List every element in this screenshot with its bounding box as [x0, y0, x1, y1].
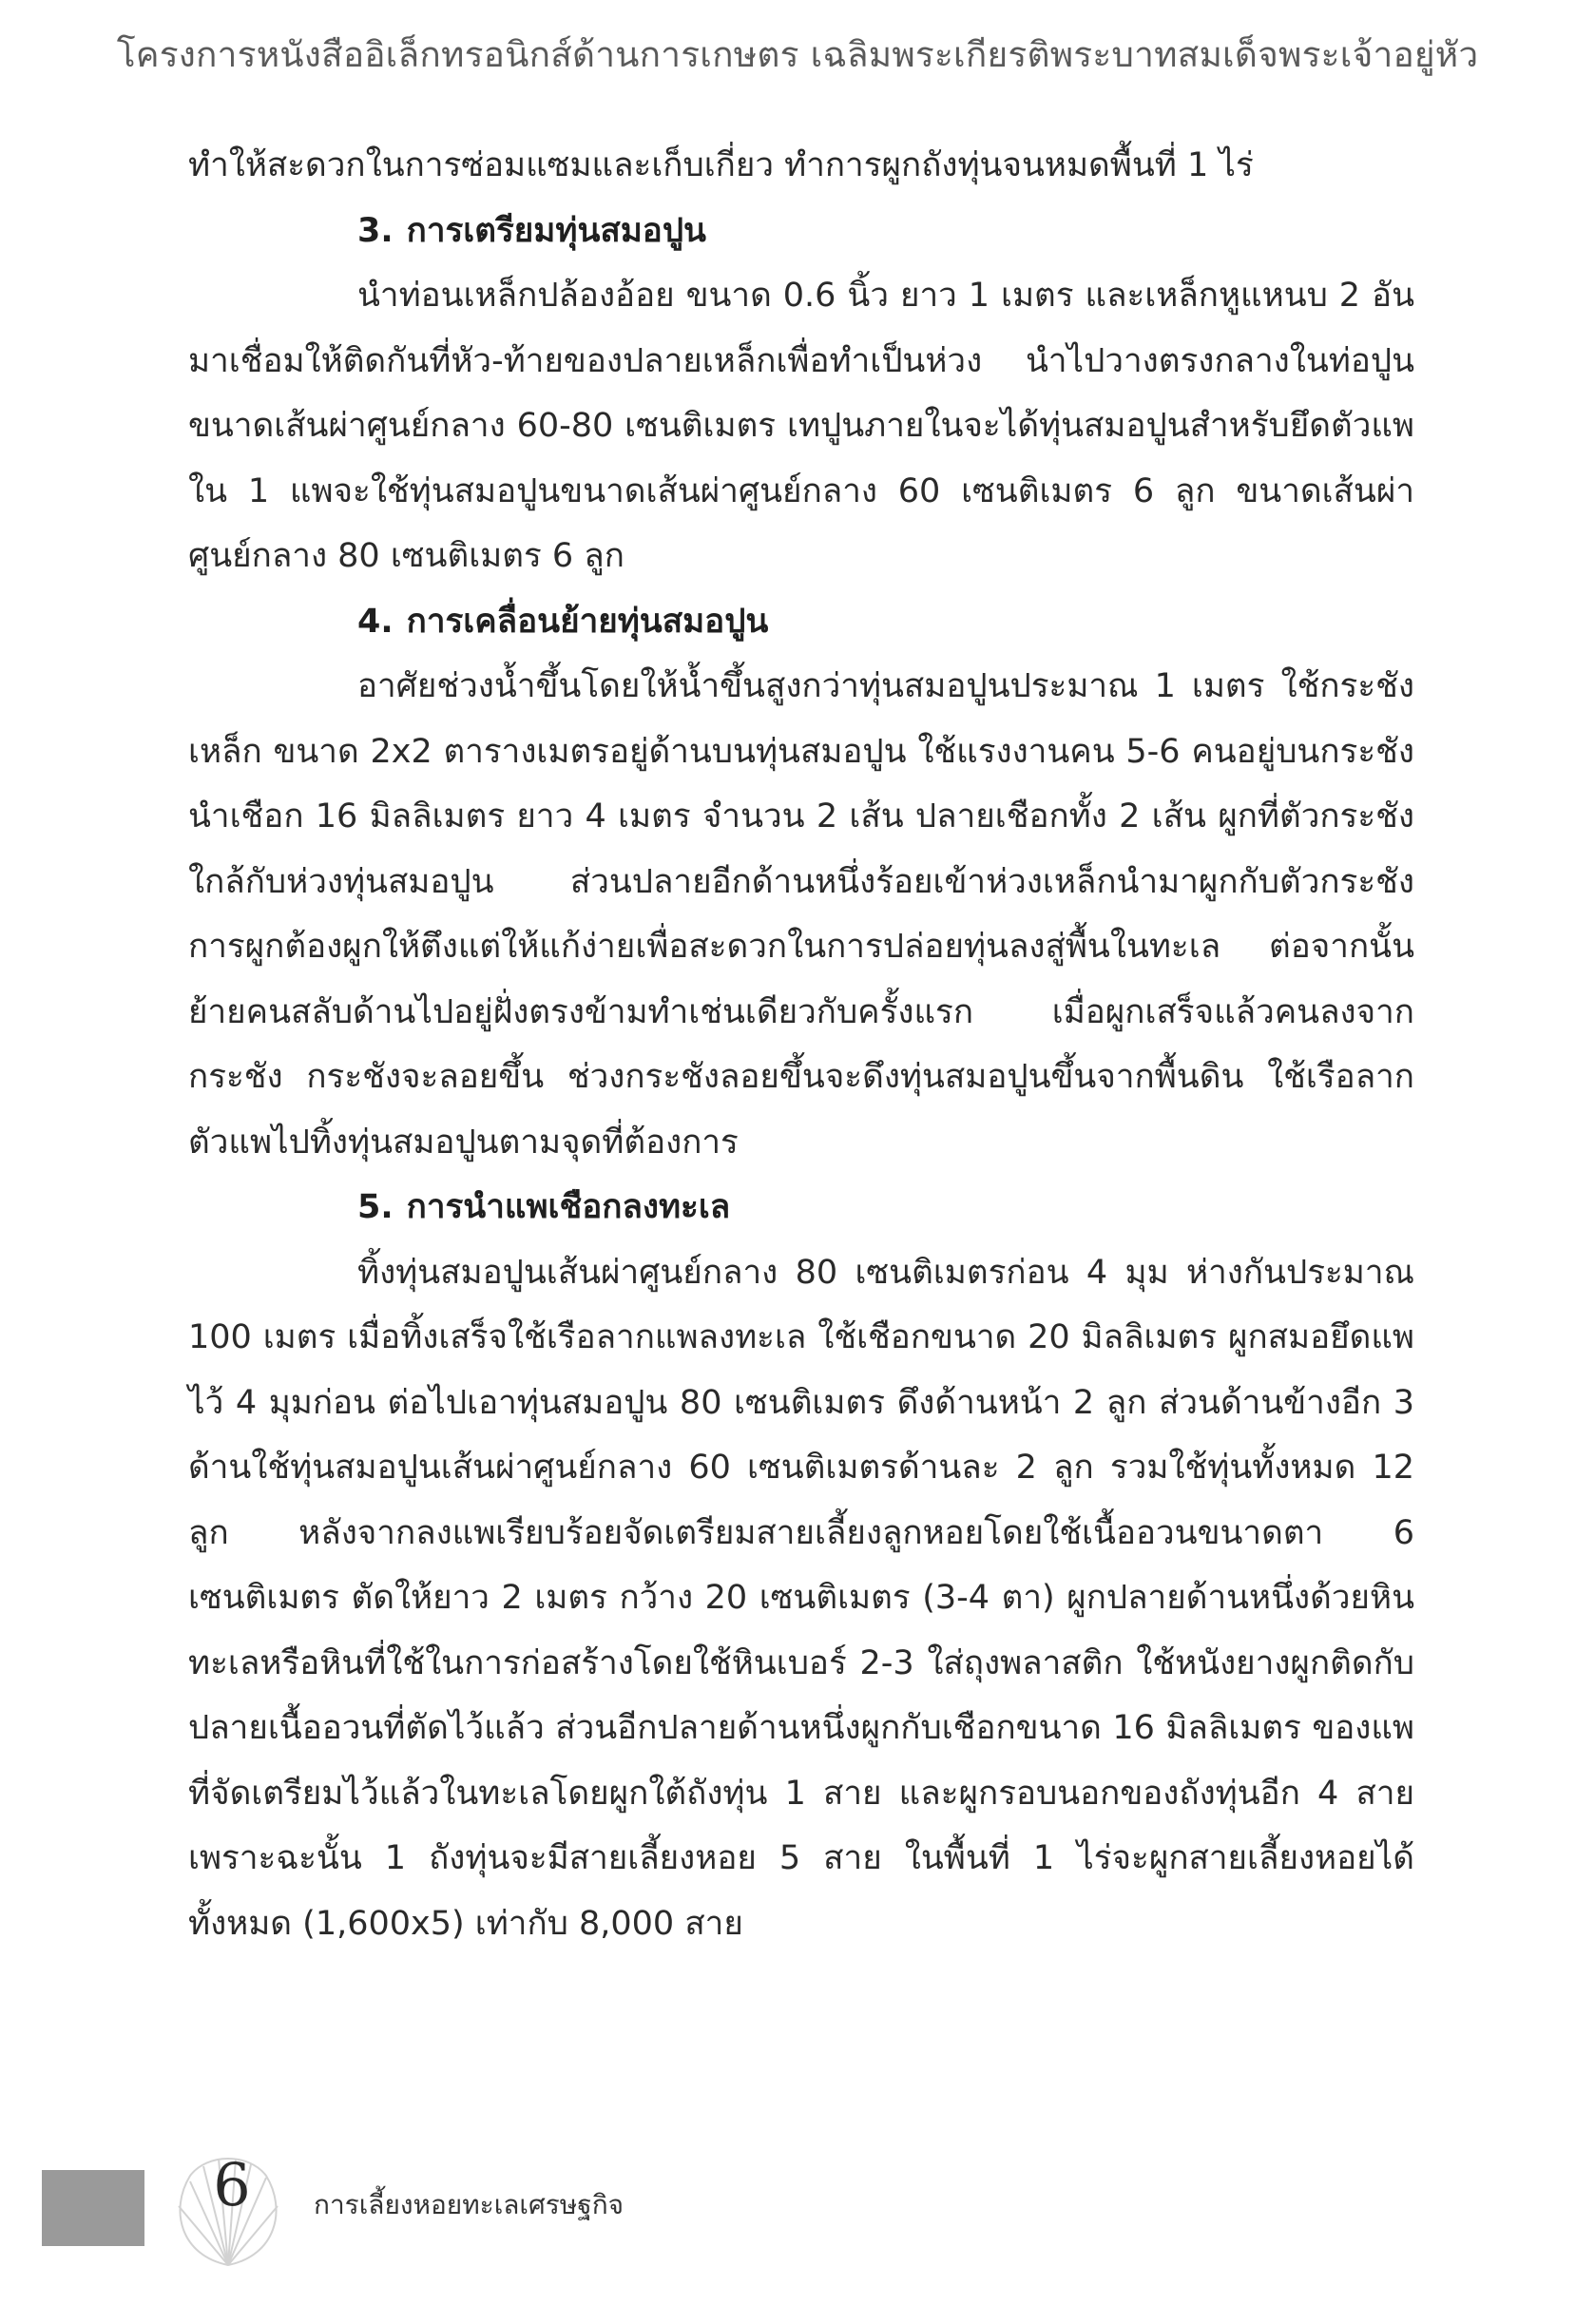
- section-heading-5: [188, 1175, 1414, 1240]
- section-heading-4: [188, 589, 1414, 655]
- section-title: การเตรียมทุ่นสมอปูน: [406, 211, 706, 250]
- paragraph-section-3: นำท่อนเหล็กปล้องอ้อย ขนาด 0.6 นิ้ว ยาว 1 เมตร และเหล็กหูแหนบ 2 อัน มาเชื่อมให้ติดกันที่หัว-ท้ายของปลายเหล็กเพื่อทำเป็นห่วง นำไปวางตรงกลางในท่อปูนขนาดเส้นผ่าศูนย์กลาง 60-80 เซนติเมตร เทปูนภายในจะได้ทุ่นสมอปูนสำหรับยึดตัวแพ ใน 1 แพจะใช้ทุ่นสมอปูนขนาดเส้นผ่าศูนย์กลาง 60 เซนติเมตร 6 ลูก ขนาดเส้นผ่าศูนย์กลาง 80 เซนติเมตร 6 ลูก: [188, 277, 1414, 575]
- paragraph-continuation: ทำให้สะดวกในการซ่อมแซมและเก็บเกี่ยว ทำการผูกถังทุ่นจนหมดพื้นที่ 1 ไร่: [188, 146, 1254, 184]
- paragraph-section-4: อาศัยช่วงน้ำขึ้นโดยให้น้ำขึ้นสูงกว่าทุ่นสมอปูนประมาณ 1 เมตร ใช้กระชังเหล็ก ขนาด 2x2 ตารางเมตรอยู่ด้านบนทุ่นสมอปูน ใช้แรงงานคน 5-6 คนอยู่บนกระชัง นำเชือก 16 มิลลิเมตร ยาว 4 เมตร จำนวน 2 เส้น ปลายเชือกทั้ง 2 เส้น ผูกที่ตัวกระชังใกล้กับห่วงทุ่นสมอปูน ส่วนปลายอีกด้านหนึ่งร้อยเข้าห่วงเหล็กนำมาผูกกับตัวกระชัง การผูกต้องผูกให้ตึงแต่ให้แก้ง่ายเพื่อสะดวกในการปล่อยทุ่นลงสู่พื้นในทะเล ต่อจากนั้นย้ายคนสลับด้านไปอยู่ฝั่งตรงข้ามทำเช่นเดียวกับครั้งแรก เมื่อผูกเสร็จแล้วคนลงจากกระชัง กระชังจะลอยขึ้น ช่วงกระชังลอยขึ้นจะดึงทุ่นสมอปูนขึ้นจากพื้นดิน ใช้เรือลากตัวแพไปทิ้งทุ่นสมอปูนตามจุดที่ต้องการ: [188, 667, 1414, 1162]
- section-number: 4.: [357, 602, 394, 641]
- section-heading-3: [188, 199, 1414, 264]
- running-header: โครงการหนังสืออิเล็กทรอนิกส์ด้านการเกษตร เฉลิมพระเกียรติพระบาทสมเด็จพระเจ้าอยู่หัว: [116, 34, 1479, 75]
- section-title: การเคลื่อนย้ายทุ่นสมอปูน: [406, 602, 769, 641]
- footer-book-title: การเลี้ยงหอยทะเลเศรษฐกิจ: [314, 2189, 625, 2220]
- section-title: การนำแพเชือกลงทะเล: [406, 1188, 731, 1226]
- page-body: [188, 133, 1414, 1956]
- section-number: 3.: [357, 211, 394, 250]
- footer-gray-bar: [42, 2170, 144, 2246]
- page-number: 6: [213, 2150, 251, 2219]
- section-number: 5.: [357, 1188, 394, 1226]
- paragraph-section-5: ทิ้งทุ่นสมอปูนเส้นผ่าศูนย์กลาง 80 เซนติเมตรก่อน 4 มุม ห่างกันประมาณ 100 เมตร เมื่อทิ้งเสร็จใช้เรือลากแพลงทะเล ใช้เชือกขนาด 20 มิลลิเมตร ผูกสมอยึดแพไว้ 4 มุมก่อน ต่อไปเอาทุ่นสมอปูน 80 เซนติเมตร ดึงด้านหน้า 2 ลูก ส่วนด้านข้างอีก 3 ด้านใช้ทุ่นสมอปูนเส้นผ่าศูนย์กลาง 60 เซนติเมตรด้านละ 2 ลูก รวมใช้ทุ่นทั้งหมด 12 ลูก หลังจากลงแพเรียบร้อยจัดเตรียมสายเลี้ยงลูกหอยโดยใช้เนื้ออวนขนาดตา 6 เซนติเมตร ตัดให้ยาว 2 เมตร กว้าง 20 เซนติเมตร (3-4 ตา) ผูกปลายด้านหนึ่งด้วยหินทะเลหรือหินที่ใช้ในการก่อสร้างโดยใช้หินเบอร์ 2-3 ใส่ถุงพลาสติก ใช้หนังยางผูกติดกับปลายเนื้ออวนที่ตัดไว้แล้ว ส่วนอีกปลายด้านหนึ่งผูกกับเชือกขนาด 16 มิลลิเมตร ของแพที่จัดเตรียมไว้แล้วในทะเลโดยผูกใต้ถังทุ่น 1 สาย และผูกรอบนอกของถังทุ่นอีก 4 สาย เพราะฉะนั้น 1 ถังทุ่นจะมีสายเลี้ยงหอย 5 สาย ในพื้นที่ 1 ไร่จะผูกสายเลี้ยงหอยได้ทั้งหมด (1,600x5) เท่ากับ 8,000 สาย: [188, 1253, 1414, 1943]
